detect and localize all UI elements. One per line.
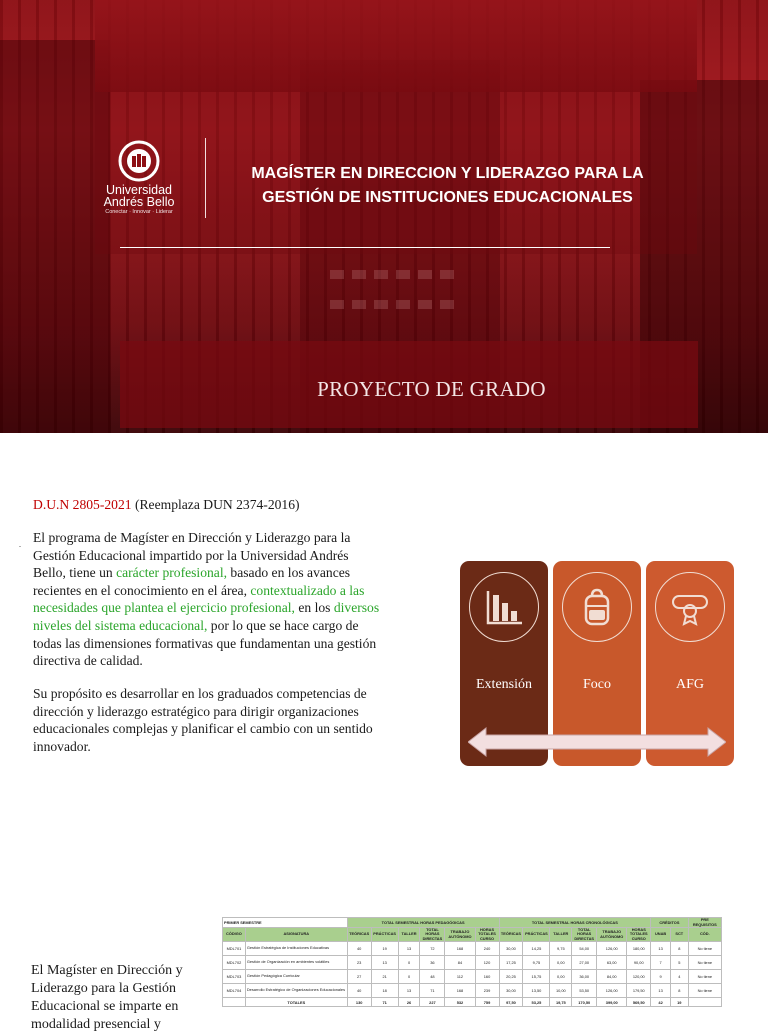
program-diagram (459, 561, 735, 767)
table-cell: 126,00 (597, 942, 627, 956)
table-cell: MDL701 (223, 942, 246, 956)
dun-reference (33, 496, 393, 514)
table-cell: 20,25 (499, 970, 523, 984)
total-cell: 759 (475, 998, 499, 1007)
background-building-left (0, 40, 110, 433)
backpack-icon (577, 587, 617, 627)
column-header: TRABAJO AUTÓNOMO (597, 928, 627, 942)
table-cell: 240 (475, 942, 499, 956)
focus-icon-circle (562, 572, 632, 642)
table-cell: 9,75 (550, 942, 572, 956)
total-cell: 227 (420, 998, 445, 1007)
column-header: PRÁCTICAS (371, 928, 398, 942)
course-name-cell: Gestión Estratégica de Instituciones Educativas (245, 942, 347, 956)
dun-note: (Reemplaza DUN 2374-2016) (131, 497, 300, 512)
table-cell: 0 (398, 970, 420, 984)
banner-top-band (95, 0, 697, 92)
table-cell: No tiene (688, 942, 721, 956)
total-cell: 130 (347, 998, 371, 1007)
intro-paragraph-1 (33, 529, 381, 670)
column-header: TALLER (398, 928, 420, 942)
afg-label: AFG (675, 677, 704, 692)
page-subtitle: PROYECTO DE GRADO (317, 377, 546, 401)
table-cell: 9,75 (523, 956, 550, 970)
intro-paragraph-2: Su propósito es desarrollar en los graduados competencias de dirección y liderazgo estratégico para dirigir organizaciones educacionales complejas y planificar el cambio con un sentido innovador. (33, 686, 373, 754)
table-cell: No tiene (688, 984, 721, 998)
logo-divider (205, 138, 206, 218)
focus-label: Foco (583, 677, 611, 692)
table-cell: 90,00 (627, 956, 651, 970)
total-cell: 53,25 (523, 998, 550, 1007)
total-cell: 532 (445, 998, 475, 1007)
total-cell: 569,50 (627, 998, 651, 1007)
table-cell: MDL704 (223, 984, 246, 998)
p1-text-b: basado en los avances recientes en el conocimiento en el área, (33, 565, 351, 598)
table-cell: 0,00 (550, 970, 572, 984)
small-mark: . (19, 540, 21, 549)
p1-text-d: por lo que se hace cargo de todas las dimensiones formativas que fundamentan una gestión directiva de calidad. (33, 617, 377, 669)
group-credits: CRÉDITOS (651, 918, 688, 928)
table-cell: 17,25 (499, 956, 523, 970)
column-header: CÓDIGO (223, 928, 246, 942)
diploma-icon (669, 587, 711, 627)
table-cell: 30,00 (499, 984, 523, 998)
p1-highlight-1: carácter profesional, (116, 565, 228, 581)
table-cell: 14,25 (523, 942, 550, 956)
table-cell: 180,00 (627, 942, 651, 956)
extension-label: Extensión (476, 677, 532, 692)
dun-code: D.U.N 2805-2021 (33, 497, 132, 512)
table-cell: 0,00 (550, 956, 572, 970)
column-header: TALLER (550, 928, 572, 942)
table-cell: 54,00 (572, 942, 597, 956)
group-chronologic-hours: TOTAL SEMESTRAL HORAS CRONOLÓGICAS (499, 918, 651, 928)
p1-text-c: en los (294, 600, 334, 616)
table-cell: 168 (445, 984, 475, 998)
table-column-headers (223, 928, 722, 942)
column-header: HORAS TOTALES CURSO (475, 928, 499, 942)
table-cell: 84 (445, 956, 475, 970)
university-crest-icon (118, 140, 160, 184)
total-cell: 97,50 (499, 998, 523, 1007)
table-cell: 10,00 (550, 984, 572, 998)
double-arrow-icon (468, 726, 726, 758)
logo-line-2: Andrés Bello (103, 195, 175, 209)
p1-highlight-2: contextualizado a las necesidades que plantea el ejercicio profesional, (33, 582, 365, 616)
table-cell: 9 (651, 970, 671, 984)
column-header: TEÓRICAS (347, 928, 371, 942)
total-cell (688, 998, 721, 1007)
table-cell: 120 (475, 956, 499, 970)
column-header: TOTAL HORAS DIRECTAS (572, 928, 597, 942)
total-cell: 42 (651, 998, 671, 1007)
table-cell: 13 (398, 942, 420, 956)
total-cell: 26 (398, 998, 420, 1007)
table-row (223, 970, 722, 984)
table-cell: 72 (420, 942, 445, 956)
column-header: UNAB (651, 928, 671, 942)
bar-chart-icon (484, 587, 524, 627)
total-cell: TOTALES (245, 998, 347, 1007)
total-cell: 19 (670, 998, 688, 1007)
total-cell: 170,50 (572, 998, 597, 1007)
table-cell: 5 (670, 956, 688, 970)
total-cell: 399,00 (597, 998, 627, 1007)
table-cell: MDL703 (223, 970, 246, 984)
table-group-header (223, 918, 722, 928)
table-cell: 18 (371, 984, 398, 998)
column-header: TOTAL HORAS DIRECTAS (420, 928, 445, 942)
table-cell: 36 (420, 956, 445, 970)
table-cell: 0 (398, 956, 420, 970)
curriculum-table (222, 917, 722, 1007)
total-cell: 71 (371, 998, 398, 1007)
program-title: MAGÍSTER EN DIRECCION Y LIDERAZGO PARA LA GESTIÓN DE INSTITUCIONES EDUCACIONALES (251, 165, 644, 206)
table-cell: 112 (445, 970, 475, 984)
table-row (223, 956, 722, 970)
table-cell: 13 (651, 984, 671, 998)
table-cell: 7 (651, 956, 671, 970)
table-cell: 36,00 (572, 970, 597, 984)
table-cell: 15,75 (523, 970, 550, 984)
column-header: TEÓRICAS (499, 928, 523, 942)
table-cell: 126,00 (597, 984, 627, 998)
table-cell: 23 (347, 956, 371, 970)
table-cell: 168 (445, 942, 475, 956)
table-cell: 40 (347, 984, 371, 998)
title-underline (120, 247, 610, 248)
total-cell (223, 998, 246, 1007)
course-name-cell: Desarrollo Estratégico de Organizaciones Educacionales (245, 984, 347, 998)
table-cell: 48 (420, 970, 445, 984)
table-cell: 27 (347, 970, 371, 984)
table-cell: 84,00 (597, 970, 627, 984)
table-cell: 21 (371, 970, 398, 984)
table-cell: MDL702 (223, 956, 246, 970)
extension-icon-circle (469, 572, 539, 642)
table-totals-row (223, 998, 722, 1007)
table-cell: 160 (475, 970, 499, 984)
table-cell: 63,00 (597, 956, 627, 970)
table-body (223, 942, 722, 1007)
group-prerequisites: PRE REQUISITOS (688, 918, 721, 928)
table-cell: No tiene (688, 970, 721, 984)
table-cell: 8 (670, 984, 688, 998)
course-name-cell: Gestión Pedagógica Curricular (245, 970, 347, 984)
table-cell: 13 (371, 956, 398, 970)
table-cell: 30,00 (499, 942, 523, 956)
table-cell: 71 (420, 984, 445, 998)
group-pedagogic-hours: TOTAL SEMESTRAL HORAS PEDAGÓGICAS (347, 918, 499, 928)
logo-line-1: Universidad (105, 183, 172, 197)
column-header: HORAS TOTALES CURSO (627, 928, 651, 942)
table-row (223, 942, 722, 956)
university-logo (94, 140, 184, 216)
table-cell: 40 (347, 942, 371, 956)
table-cell: 13 (651, 942, 671, 956)
column-header: PRÁCTICAS (523, 928, 550, 942)
total-cell: 19,75 (550, 998, 572, 1007)
logo-tagline: Conectar · Innovar · Liderar (105, 209, 173, 215)
p1-text-a: El programa de Magíster en Dirección y Liderazgo para la Gestión Educacional impartido por la Universidad Andrés Bello, tiene un (33, 530, 351, 581)
table-cell: 13 (398, 984, 420, 998)
afg-icon-circle (655, 572, 725, 642)
table-row (223, 984, 722, 998)
column-header: SCT (670, 928, 688, 942)
column-header: TRABAJO AUTÓNOMO (445, 928, 475, 942)
p1-highlight-3: diversos niveles del sistema educacional, (33, 600, 380, 633)
modality-paragraph: El Magíster en Dirección y Liderazgo para la Gestión Educacional se imparte en modalidad presencial y (31, 963, 183, 1032)
table-cell: 4 (670, 970, 688, 984)
table-cell: 13,50 (523, 984, 550, 998)
course-name-cell: Gestión de Organización en ambientes volátiles (245, 956, 347, 970)
table-cell: 27,00 (572, 956, 597, 970)
table-cell: 179,50 (627, 984, 651, 998)
semester-label: PRIMER SEMESTRE (223, 918, 348, 928)
header-banner (0, 0, 768, 433)
table-cell: 53,50 (572, 984, 597, 998)
table-cell: 120,00 (627, 970, 651, 984)
column-header: ASIGNATURA (245, 928, 347, 942)
table-cell: 239 (475, 984, 499, 998)
table-cell: 19 (371, 942, 398, 956)
table-cell: 8 (670, 942, 688, 956)
column-header: CÓD. (688, 928, 721, 942)
table-cell: No tiene (688, 956, 721, 970)
